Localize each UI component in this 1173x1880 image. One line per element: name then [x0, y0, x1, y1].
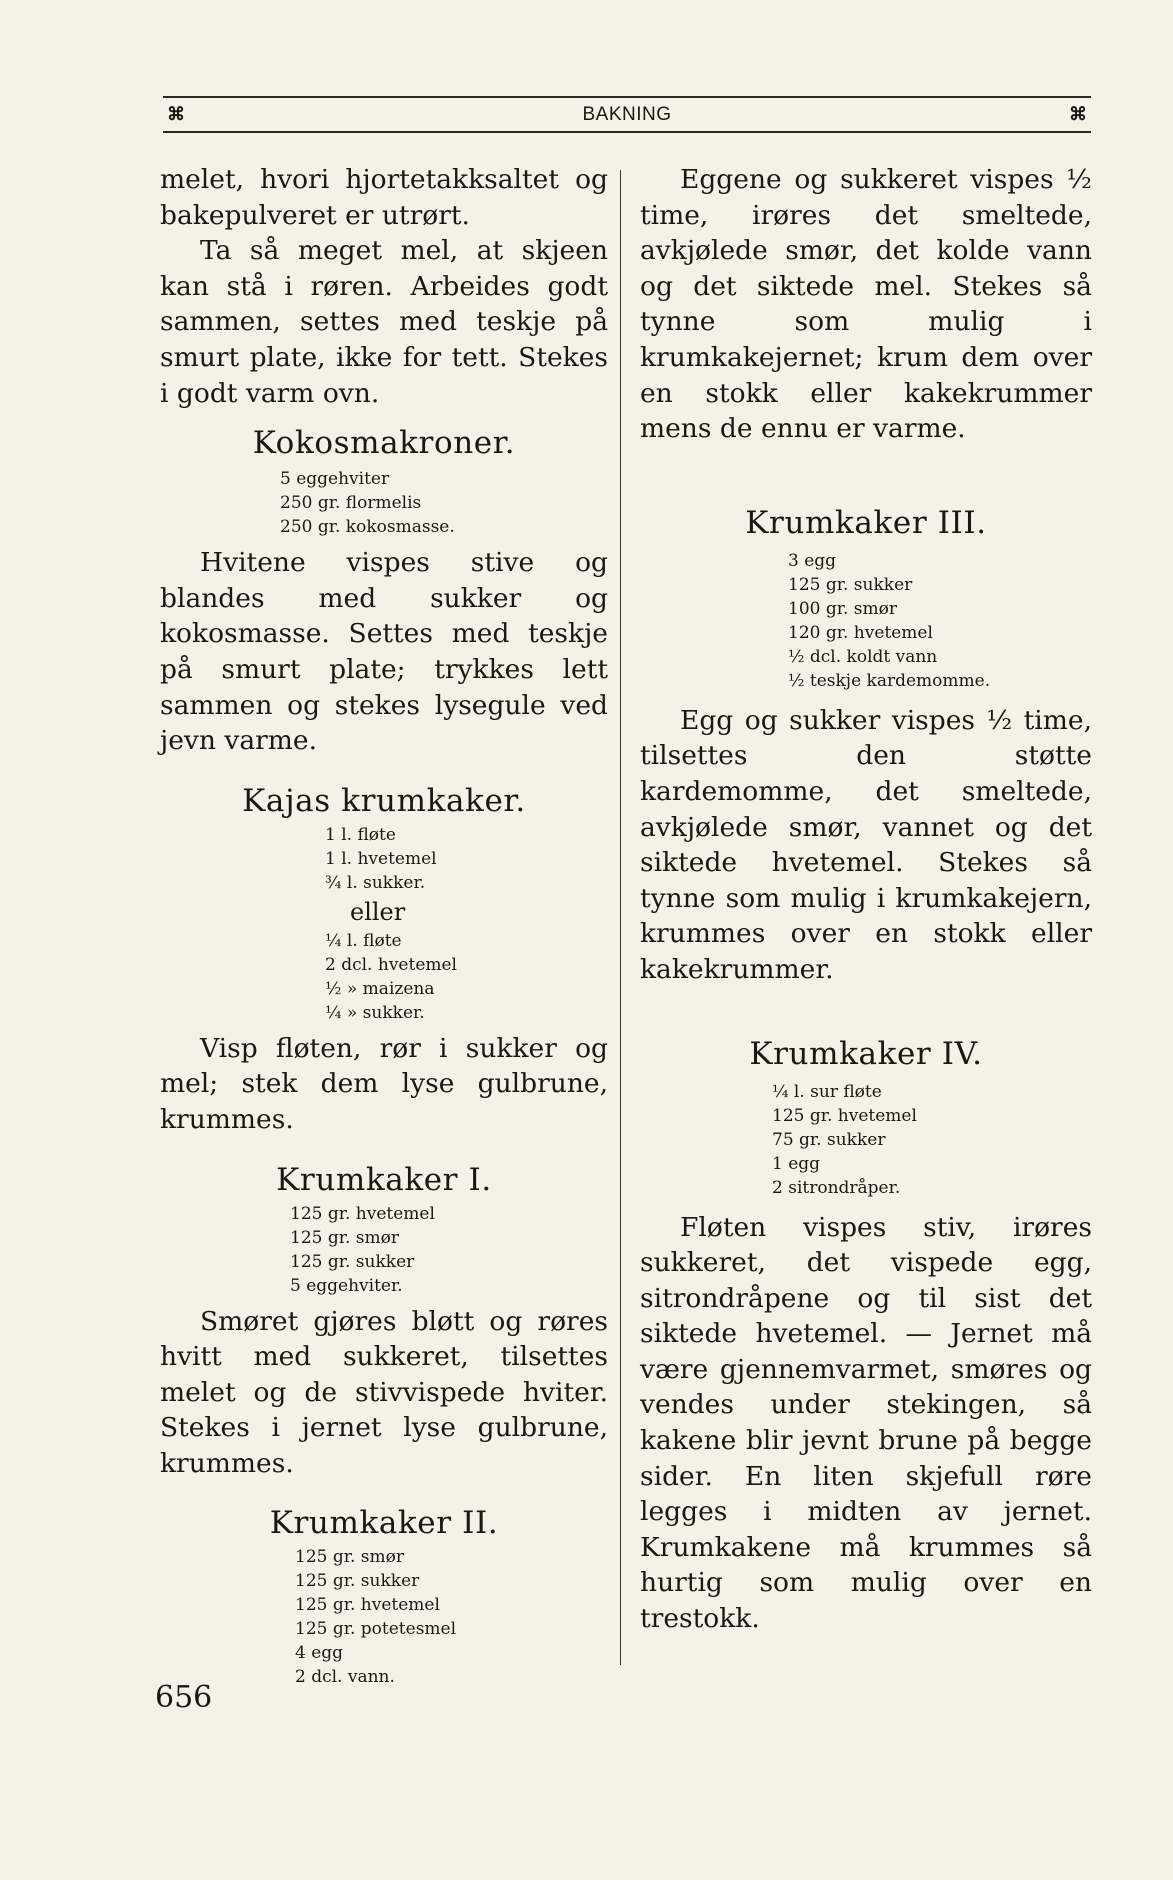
- running-header-title: BAKNING: [582, 104, 672, 125]
- ingredient-list-krumkaker-1: [290, 1202, 608, 1298]
- ingredient: 75 gr. sukker: [772, 1129, 886, 1150]
- ingredient: ¼ » sukker.: [325, 1002, 425, 1023]
- ingredient: 5 eggehviter.: [290, 1275, 403, 1296]
- recipe-text-krumkaker-2: Eggene og sukkeret vispes ½ time, irøres det smeltede, avkjølede smør, det kolde vann og det siktede mel. Stekes så tynne som mulig i krumkakejernet; krum dem over en stokk eller kakekrummer mens de ennu er varme.: [640, 164, 1092, 445]
- ingredient: 125 gr. smør: [290, 1227, 400, 1248]
- ingredient: 250 gr. kokosmasse.: [280, 517, 455, 538]
- paragraph-continued: melet, hvori hjortetakksaltet og bakepulveret er utrørt.: [160, 164, 608, 231]
- recipe-title-kokosmakroner: Kokosmakroner.: [252, 425, 516, 462]
- ingredient: 125 gr. sukker: [788, 574, 913, 595]
- ingredient: 3 egg: [788, 550, 837, 571]
- ingredient: 125 gr. hvetemel: [290, 1203, 435, 1224]
- ingredient: 125 gr. sukker: [290, 1251, 415, 1272]
- recipe-title-krumkaker-4: Krumkaker IV.: [749, 1035, 983, 1072]
- ingredient: ¼ l. fløte: [325, 930, 402, 951]
- left-column: [160, 162, 608, 1689]
- recipe-text-kajas: Visp fløten, rør i sukker og mel; stek dem lyse gulbrune, krummes.: [160, 1032, 608, 1135]
- ingredient: 100 gr. smør: [788, 598, 898, 619]
- column-divider: [620, 170, 621, 1665]
- running-header: [163, 100, 1091, 130]
- recipe-text-krumkaker-1: Smøret gjøres bløtt og røres hvitt med sukkeret, tilsettes melet og de stivvispede hviter. Stekes i jernet lyse gulbrune, krummes.: [160, 1305, 608, 1479]
- ingredient: 125 gr. sukker: [295, 1571, 420, 1592]
- header-top-rule: [163, 96, 1091, 98]
- ornament-icon-right: ⌘: [1069, 104, 1087, 124]
- header-bottom-rule: [163, 131, 1091, 133]
- recipe-text-krumkaker-3: Egg og sukker vispes ½ time, tilsettes den støtte kardemomme, det smeltede, avkjølede smør, vannet og det siktede hvetemel. Stekes så tynne som mulig i krumkakejern, krummes over en stokk eller kakekrummer.: [640, 704, 1092, 985]
- ingredient: ½ teskje kardemomme.: [788, 670, 991, 691]
- ingredient-list-krumkaker-2: [295, 1545, 608, 1689]
- ingredient: 2 sitrondråper.: [772, 1177, 901, 1198]
- ingredient: 250 gr. flormelis: [280, 493, 422, 514]
- ingredient: ¾ l. sukker.: [325, 872, 426, 893]
- page-number: 656: [155, 1680, 213, 1715]
- right-column: [640, 162, 1092, 1637]
- recipe-text-krumkaker-4: Fløten vispes stiv, irøres sukkeret, det vispede egg, sitrondråpene og til sist det siktede hvetemel. — Jernet må være gjennemvarmet, smøres og vendes under stekingen, så kakene blir jevnt brune på begge sider. En liten skjefull røre legges i midten av jernet. Krumkakene må krummes så hurtig som mulig over en trestokk.: [640, 1211, 1092, 1635]
- ingredient: 125 gr. potetesmel: [295, 1619, 457, 1640]
- ingredient: ½ » maizena: [325, 978, 435, 999]
- ingredient-list-kajas: [325, 823, 608, 895]
- recipe-text-kokosmakroner: Hvitene vispes stive og blandes med sukker og kokosmasse. Settes med teskje på smurt plate; trykkes lett sammen og stekes lysegule ved jevn varme.: [160, 547, 608, 757]
- ingredient-list-krumkaker-3: [788, 549, 1092, 693]
- ingredient-list-kokosmakroner: [280, 467, 608, 539]
- ingredient: 2 dcl. vann.: [295, 1667, 395, 1688]
- alternative-separator: eller: [350, 897, 406, 926]
- paragraph-instructions: Ta så meget mel, at skjeen kan stå i røren. Arbeides godt sammen, settes med teskje på smurt plate, ikke for tett. Stekes i godt varm ovn.: [160, 235, 608, 409]
- ingredient: 125 gr. hvetemel: [295, 1595, 440, 1616]
- ingredient: 1 l. fløte: [325, 824, 396, 845]
- ingredient: 1 l. hvetemel: [325, 848, 437, 869]
- ingredient: 125 gr. smør: [295, 1547, 405, 1568]
- ingredient: ½ dcl. koldt vann: [788, 646, 938, 667]
- ingredient: 2 dcl. hvetemel: [325, 954, 457, 975]
- recipe-title-krumkaker-3: Krumkaker III.: [745, 504, 987, 541]
- ingredient: 120 gr. hvetemel: [788, 622, 933, 643]
- ingredient: 4 egg: [295, 1643, 344, 1664]
- ingredient-list-krumkaker-4: [772, 1080, 1092, 1200]
- recipe-title-kajas-krumkaker: Kajas krumkaker.: [242, 782, 526, 819]
- recipe-title-krumkaker-1: Krumkaker I.: [276, 1161, 492, 1198]
- ingredient: 1 egg: [772, 1153, 821, 1174]
- recipe-title-krumkaker-2: Krumkaker II.: [269, 1505, 499, 1542]
- ingredient: 5 eggehviter: [280, 469, 390, 490]
- ingredient: 125 gr. hvetemel: [772, 1105, 917, 1126]
- ornament-icon-left: ⌘: [167, 104, 185, 124]
- ingredient: ¼ l. sur fløte: [772, 1081, 882, 1102]
- ingredient-list-kajas-alt: [325, 929, 608, 1025]
